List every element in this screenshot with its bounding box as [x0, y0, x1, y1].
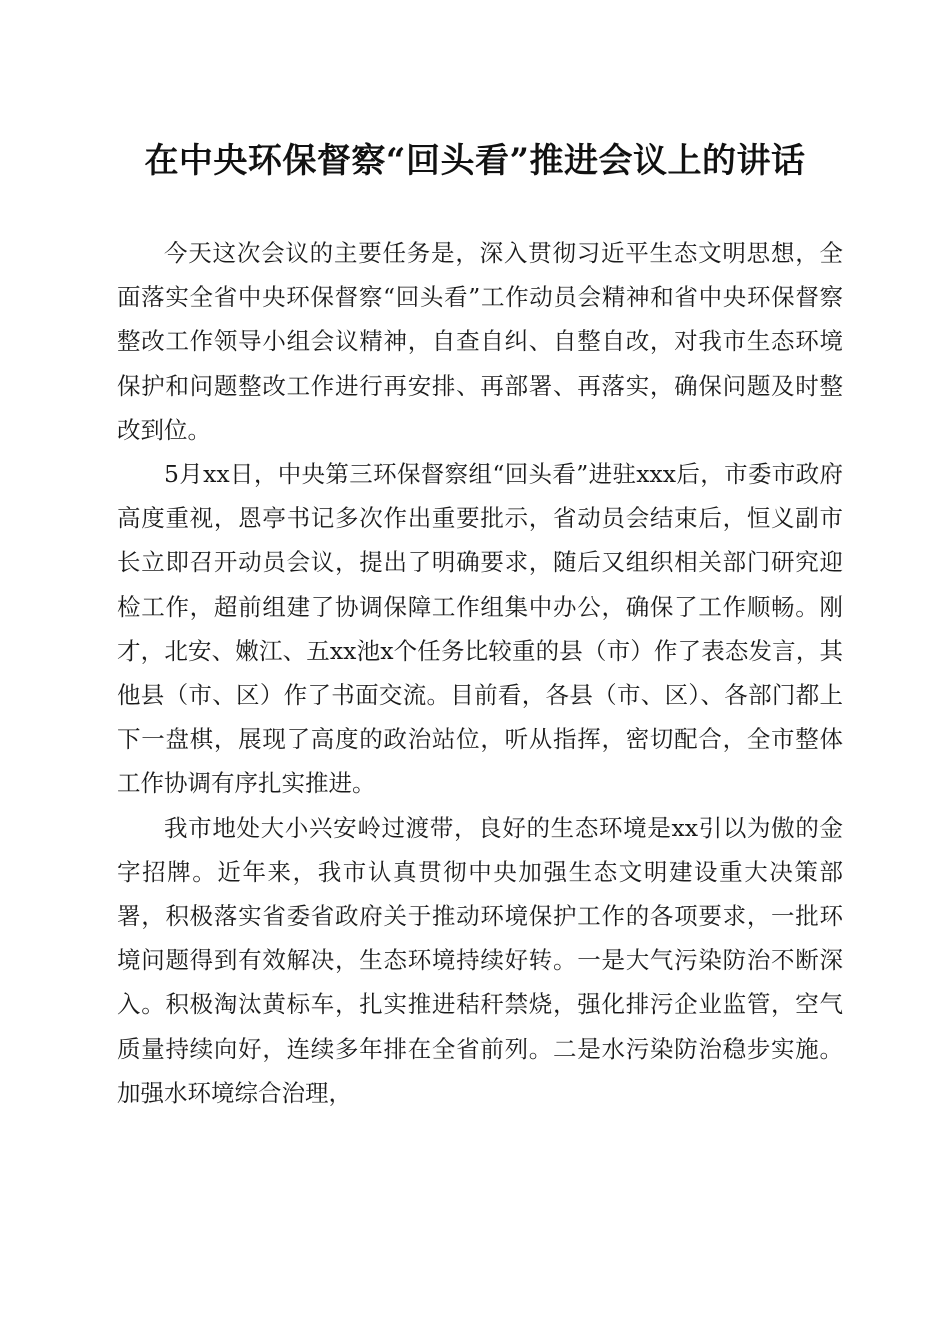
document-body: [117, 231, 843, 1115]
paragraph-1: 今天这次会议的主要任务是，深入贯彻习近平生态文明思想，全面落实全省中央环保督察“回头看”工作动员会精神和省中央环保督察整改工作领导小组会议精神，自查自纠、自整自改，对我市生态环境保护和问题整改工作进行再安排、再部署、再落实，确保问题及时整改到位。: [117, 239, 843, 444]
paragraph-2: 5月xx日，中央第三环保督察组“回头看”进驻xxx后，市委市政府高度重视，恩亭书记多次作出重要批示，省动员会结束后，恒义副市长立即召开动员会议，提出了明确要求，随后又组织相关部门研究迎检工作，超前组建了协调保障工作组集中办公，确保了工作顺畅。刚才，北安、嫩江、五xx池x个任务比较重的县（市）作了表态发言，其他县（市、区）作了书面交流。目前看，各县（市、区）、各部门都上下一盘棋，展现了高度的政治站位，听从指挥，密切配合，全市整体工作协调有序扎实推进。: [117, 460, 843, 798]
paragraph-3: 我市地处大小兴安岭过渡带，良好的生态环境是xx引以为傲的金字招牌。近年来，我市认真贯彻中央加强生态文明建设重大决策部署，积极落实省委省政府关于推动环境保护工作的各项要求，一批环境问题得到有效解决，生态环境持续好转。一是大气污染防治不断深入。积极淘汰黄标车，扎实推进秸秆禁烧，强化排污企业监管，空气质量持续向好，连续多年排在全省前列。二是水污染防治稳步实施。加强水环境综合治理，: [117, 813, 843, 1107]
document-title: 在中央环保督察“回头看”推进会议上的讲话: [144, 141, 806, 181]
